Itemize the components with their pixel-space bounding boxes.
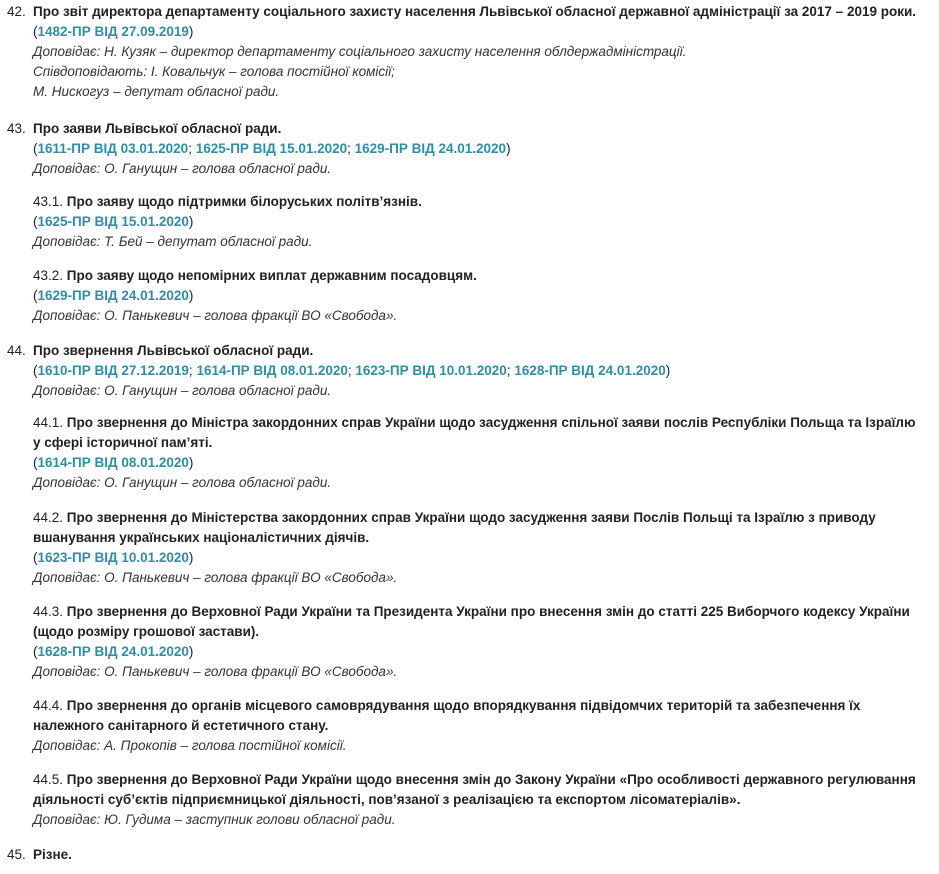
item-title-line [33, 341, 313, 361]
speaker-line: Співдоповідають: І. Ковальчук – голова постійної комісії; [33, 64, 395, 79]
resolution-links: (1623-ПР ВІД 10.01.2020) [33, 550, 194, 565]
resolution-link[interactable]: 1625-ПР ВІД 15.01.2020 [195, 141, 348, 156]
resolution-links: (1614-ПР ВІД 08.01.2020) [33, 455, 194, 470]
item-title-line [33, 845, 72, 865]
resolution-link[interactable]: 1611-ПР ВІД 03.01.2020 [37, 141, 189, 156]
item-title-line [33, 602, 910, 622]
item-title: діяльності суб’єктів підприємницької діяльності, пов’язаної з реалізацією та експортом лісоматеріалів». [33, 792, 741, 807]
resolution-link[interactable]: 1614-ПР ВІД 08.01.2020 [196, 363, 348, 378]
resolution-link[interactable]: 1629-ПР ВІД 24.01.2020 [37, 288, 189, 303]
item-number: 44.2. [33, 510, 64, 525]
item-title-line [33, 716, 328, 736]
item-title: Про звернення Львівської обласної ради. [33, 343, 314, 358]
item-title-line [33, 696, 860, 716]
item-title: вшанування українських націоналістичних діячів. [33, 530, 370, 545]
item-title-line [33, 413, 916, 433]
item-number: 42. [7, 4, 26, 19]
item-title: Різне. [33, 847, 72, 862]
speaker-line: М. Нискогуз – депутат обласної ради. [33, 84, 280, 99]
resolution-link[interactable]: 1623-ПР ВІД 10.01.2020 [355, 363, 507, 378]
item-number: 45. [7, 847, 26, 862]
item-title-line [33, 192, 422, 212]
item-title: у сфері історичної пам’яті. [33, 435, 213, 450]
resolution-link[interactable]: 1623-ПР ВІД 10.01.2020 [37, 550, 189, 565]
item-title-line [33, 528, 369, 548]
item-number: 44.5. [33, 772, 64, 787]
item-title: Про звернення до Верховної Ради України та Президента України про внесення змін до статті 225 Виборчого кодексу України [66, 604, 910, 619]
resolution-links: (1610-ПР ВІД 27.12.2019; 1614-ПР ВІД 08.01.2020; 1623-ПР ВІД 10.01.2020; 1628-ПР ВІД 24.01.2020) [33, 363, 671, 378]
speaker-line: Доповідає: О. Ганущин – голова обласної ради. [33, 383, 332, 398]
resolution-link[interactable]: 1629-ПР ВІД 24.01.2020 [354, 141, 507, 156]
resolution-links: (1628-ПР ВІД 24.01.2020) [33, 644, 194, 659]
item-number: 43.1. [33, 194, 64, 209]
resolution-links: (1611-ПР ВІД 03.01.2020; 1625-ПР ВІД 15.01.2020; 1629-ПР ВІД 24.01.2020) [33, 141, 511, 156]
item-title: Про заяву щодо підтримки білоруських політв’язнів. [66, 194, 422, 209]
item-number: 44.4. [33, 698, 64, 713]
resolution-link[interactable]: 1482-ПР ВІД 27.09.2019 [37, 24, 189, 39]
item-number: 44.3. [33, 604, 64, 619]
item-number: 43.2. [33, 268, 64, 283]
item-title-line [33, 119, 281, 139]
item-title: Про звернення до Верховної Ради України щодо внесення змін до Закону України «Про особливості державного регулювання [66, 772, 916, 787]
resolution-links: (1629-ПР ВІД 24.01.2020) [33, 288, 194, 303]
resolution-links: (1625-ПР ВІД 15.01.2020) [33, 214, 194, 229]
item-title: Про звернення до Міністра закордонних справ України щодо засудження спільної заяви послів Республіки Польща та Ізраїлю [66, 415, 916, 430]
resolution-link[interactable]: 1625-ПР ВІД 15.01.2020 [37, 214, 189, 229]
item-title-line [33, 508, 876, 528]
item-title: Про заяву щодо непомірних виплат державним посадовцям. [66, 268, 477, 283]
speaker-line: Доповідає: О. Панькевич – голова фракції ВО «Свобода». [33, 570, 398, 585]
item-title-line [33, 622, 259, 642]
item-number: 44.1. [33, 415, 64, 430]
speaker-line: Доповідає: Т. Бей – депутат обласної ради. [33, 234, 313, 249]
item-number: 44. [7, 343, 26, 358]
item-title-line [33, 770, 916, 790]
speaker-line: Доповідає: Ю. Гудима – заступник голови обласної ради. [33, 812, 396, 827]
resolution-link[interactable]: 1610-ПР ВІД 27.12.2019 [37, 363, 189, 378]
resolution-link[interactable]: 1628-ПР ВІД 24.01.2020 [514, 363, 666, 378]
item-title: (щодо розміру грошової застави). [33, 624, 260, 639]
item-title: Про звіт директора департаменту соціального захисту населення Львівської обласної державної адміністрації за 2017 – 2019 роки. [33, 4, 917, 19]
item-title-line [33, 2, 916, 22]
item-title: належного санітарного й естетичного стану. [33, 718, 329, 733]
speaker-line: Доповідає: О. Панькевич – голова фракції ВО «Свобода». [33, 308, 398, 323]
speaker-line: Доповідає: О. Панькевич – голова фракції ВО «Свобода». [33, 664, 398, 679]
speaker-line: Доповідає: О. Ганущин – голова обласної ради. [33, 161, 332, 176]
item-title: Про звернення до Міністерства закордонних справ України щодо засудження заяви Послів Польщі та Ізраїлю з приводу [66, 510, 876, 525]
resolution-link[interactable]: 1628-ПР ВІД 24.01.2020 [37, 644, 189, 659]
speaker-line: Доповідає: Н. Кузяк – директор департаменту соціального захисту населення облдержадміністрації. [33, 44, 687, 59]
resolution-link[interactable]: 1614-ПР ВІД 08.01.2020 [37, 455, 189, 470]
item-number: 43. [7, 121, 26, 136]
speaker-line: Доповідає: А. Прокопів – голова постійної комісії. [33, 738, 347, 753]
item-title-line [33, 790, 740, 810]
speaker-line: Доповідає: О. Ганущин – голова обласної ради. [33, 475, 332, 490]
resolution-links: (1482-ПР ВІД 27.09.2019) [33, 24, 194, 39]
item-title: Про заяви Львівської обласної ради. [33, 121, 282, 136]
item-title: Про звернення до органів місцевого самоврядування щодо впорядкування підвідомчих територій та забезпечення їх [66, 698, 861, 713]
item-title-line [33, 266, 477, 286]
item-title-line [33, 433, 212, 453]
